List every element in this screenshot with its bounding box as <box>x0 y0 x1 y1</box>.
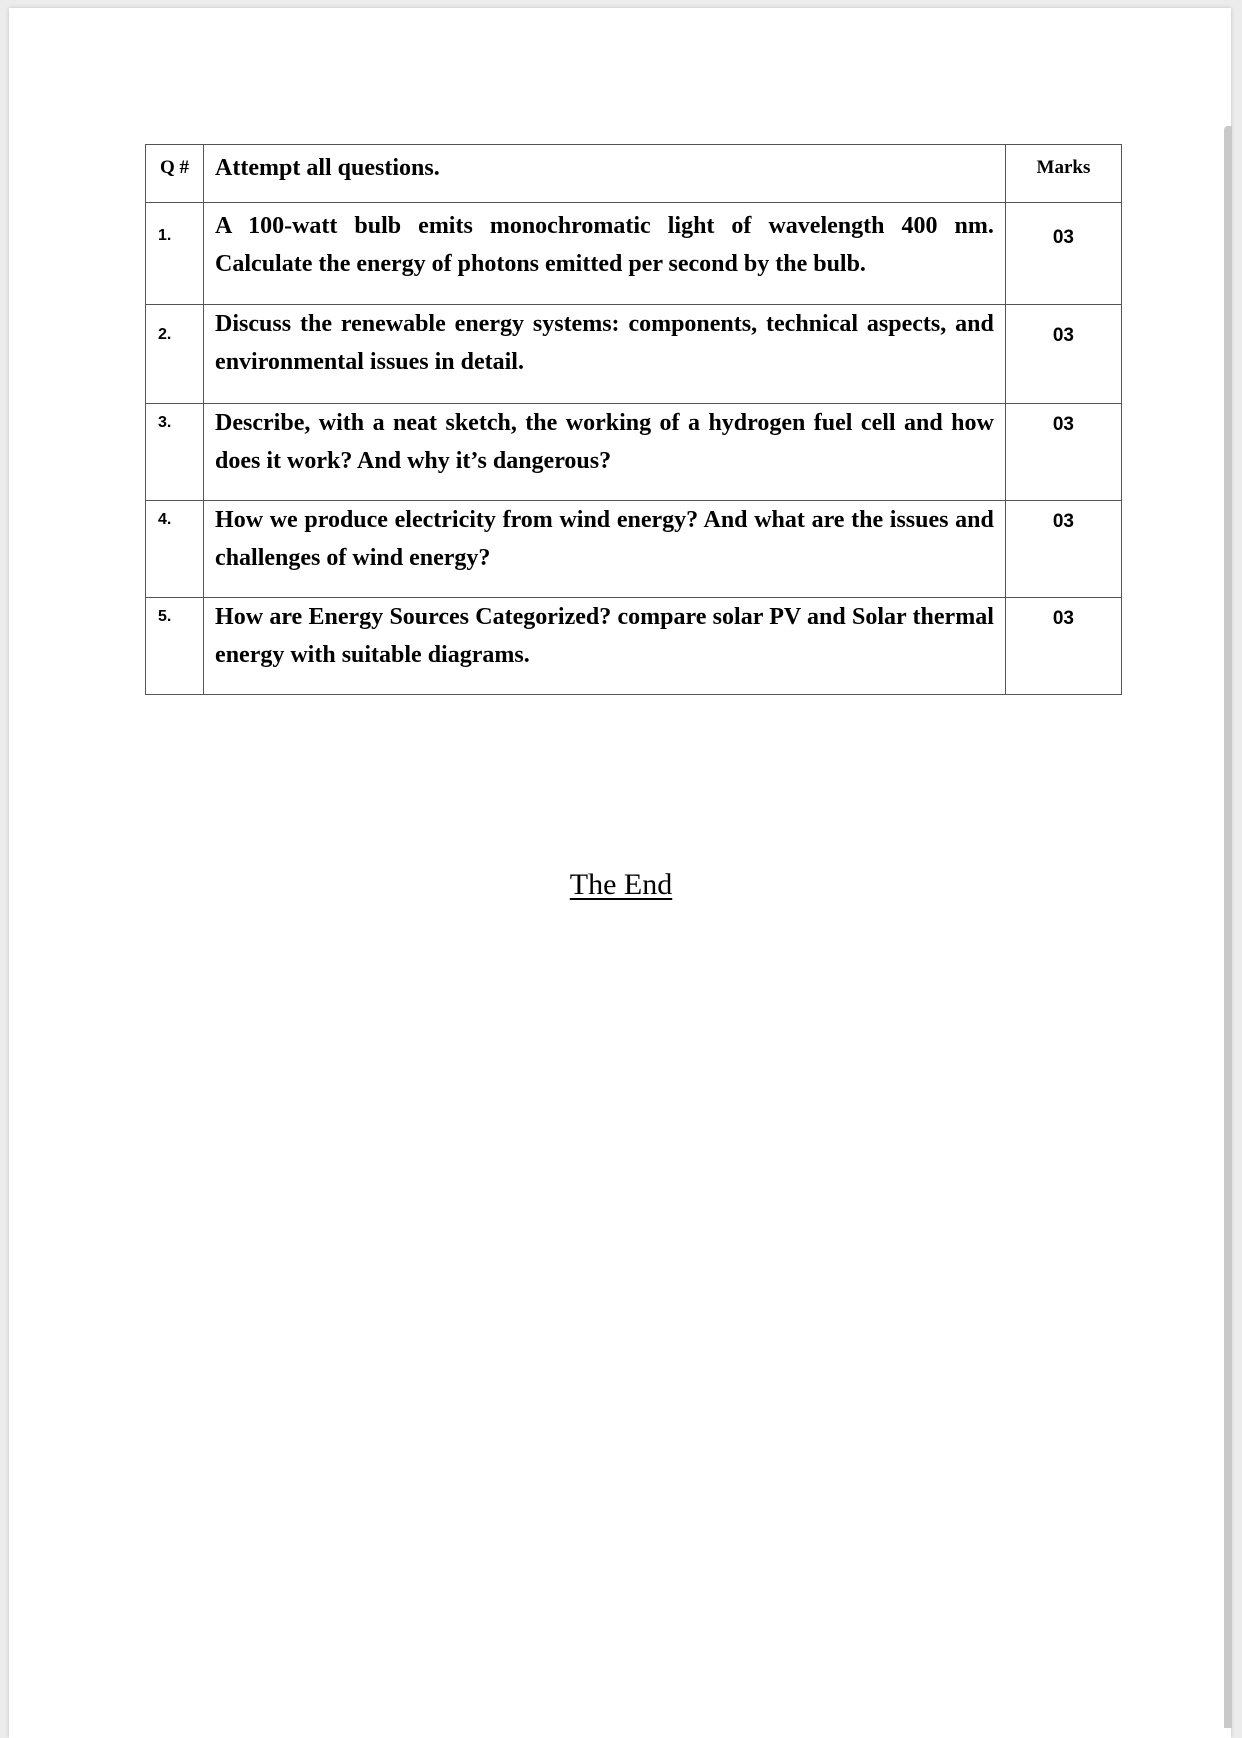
question-number: 4. <box>146 501 204 598</box>
table-row <box>146 598 1122 695</box>
question-marks: 03 <box>1005 203 1121 305</box>
the-end-text: The End <box>569 868 673 901</box>
question-text: Discuss the renewable energy systems: components, technical aspects, and environmental issues in detail. <box>204 305 1006 404</box>
question-number: 2. <box>146 305 204 404</box>
question-marks: 03 <box>1005 501 1121 598</box>
marks-header: Marks <box>1005 145 1121 203</box>
question-text: A 100-watt bulb emits monochromatic light of wavelength 400 nm. Calculate the energy of photons emitted per second by the bulb. <box>204 203 1006 305</box>
table-row <box>146 203 1122 305</box>
question-number: 5. <box>146 598 204 695</box>
question-number-header: Q # <box>146 145 204 203</box>
question-marks: 03 <box>1005 598 1121 695</box>
question-number: 3. <box>146 404 204 501</box>
instruction-header: Attempt all questions. <box>204 145 1006 203</box>
question-text: How we produce electricity from wind energy? And what are the issues and challenges of wind energy? <box>204 501 1006 598</box>
scrollbar[interactable] <box>1224 126 1232 1728</box>
question-marks: 03 <box>1005 305 1121 404</box>
question-marks: 03 <box>1005 404 1121 501</box>
questions-table <box>145 144 1122 695</box>
table-row <box>146 404 1122 501</box>
table-header-row <box>146 145 1122 203</box>
question-text: How are Energy Sources Categorized? compare solar PV and Solar thermal energy with suitable diagrams. <box>204 598 1006 695</box>
question-text: Describe, with a neat sketch, the working of a hydrogen fuel cell and how does it work? And why it’s dangerous? <box>204 404 1006 501</box>
question-number: 1. <box>146 203 204 305</box>
table-row <box>146 305 1122 404</box>
table-row <box>146 501 1122 598</box>
